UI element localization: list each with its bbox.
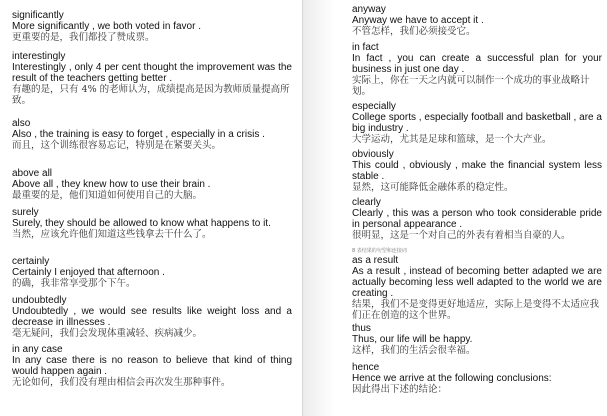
section-note: 8 表结果的句型和连接词 <box>352 248 407 254</box>
entry-keyword: above all <box>12 168 53 179</box>
entry-keyword: especially <box>352 101 396 112</box>
entry-chinese: 不管怎样，我们必须接受它。 <box>352 26 476 37</box>
entry-certainly <box>12 256 292 289</box>
entry-chinese: 大学运动，尤其是足球和篮球，是一个大产业。 <box>352 134 552 145</box>
entry-english: Surely, they should be allowed to know what happens to it. <box>12 218 271 229</box>
entry-chinese: 因此得出下述的结论： <box>352 384 448 395</box>
entry-chinese: 的确，我非常享受那个下午。 <box>12 278 136 289</box>
entry-keyword: also <box>12 118 31 129</box>
entry-keyword: clearly <box>352 197 381 208</box>
entry-english: College sports , especially football and basketball , are a big industry . <box>352 112 605 134</box>
entry-significantly <box>12 10 292 43</box>
entry-english: In fact , you can create a successful plan for your business in just one day . <box>352 53 605 75</box>
entry-chinese: 有趣的是，只有 4% 的老师认为，成绩提高是因为教师质量提高所致。 <box>12 84 290 106</box>
entry-chinese: 更重要的是，我们都投了赞成票。 <box>12 32 155 43</box>
entry-english: This could , obviously , make the financial system less stable . <box>352 160 605 182</box>
entry-english: Undoubtedly , we would see results like weight loss and a decrease in illnesses . <box>12 306 295 328</box>
entry-in-any-case <box>12 344 295 388</box>
entry-thus <box>352 323 602 356</box>
entry-clearly <box>352 197 605 241</box>
entry-english: Clearly , this was a person who took considerable pride in personal appearance . <box>352 208 605 230</box>
entry-chinese: 显然，这可能降低金融体系的稳定性。 <box>352 182 514 193</box>
entry-keyword: interestingly <box>12 51 66 62</box>
entry-interestingly <box>12 51 295 106</box>
entry-keyword: certainly <box>12 256 50 267</box>
entry-english: Certainly I enjoyed that afternoon . <box>12 267 165 278</box>
entry-anyway <box>352 4 602 37</box>
entry-english: Above all , they knew how to use their brain . <box>12 179 211 190</box>
entry-chinese: 最重要的是，他们知道如何使用自己的大脑。 <box>12 190 203 201</box>
entry-chinese: 而且，这个训练很容易忘记，特别是在紧要关头。 <box>12 140 222 151</box>
entry-english: Thus, our life will be happy. <box>352 334 473 345</box>
entry-keyword: significantly <box>12 10 64 21</box>
entry-chinese: 毫无疑问，我们会发现体重减轻、疾病减少。 <box>12 328 203 339</box>
entry-also <box>12 118 292 151</box>
entry-especially <box>352 101 605 145</box>
entry-undoubtedly <box>12 295 295 339</box>
entry-keyword: hence <box>352 362 380 373</box>
entry-keyword: anyway <box>352 4 386 15</box>
entry-english: In any case there is no reason to believe that kind of thing would happen again . <box>12 355 295 377</box>
entry-english: More significantly , we both voted in favor . <box>12 21 201 32</box>
entry-chinese: 无论如何，我们没有理由相信会再次发生那种事件。 <box>12 377 231 388</box>
entry-as-a-result <box>352 255 605 321</box>
entry-chinese: 这样，我们的生活会很幸福。 <box>352 345 476 356</box>
entry-keyword: obviously <box>352 149 394 160</box>
entry-chinese: 很明显，这是一个对自己的外表有着相当自豪的人。 <box>352 230 571 241</box>
entry-keyword: in fact <box>352 42 379 53</box>
entry-english: Interestingly , only 4 per cent thought the improvement was the result of the teachers getting better . <box>12 62 295 84</box>
entry-keyword: undoubtedly <box>12 295 67 306</box>
right-page <box>352 0 605 416</box>
entry-in-fact <box>352 42 605 97</box>
entry-english: As a result , instead of becoming better adapted we are actually becoming less well adapted to the world we are creating . <box>352 266 605 299</box>
entry-keyword: surely <box>12 207 39 218</box>
entry-english: Hence we arrive at the following conclusions: <box>352 373 552 384</box>
entry-hence <box>352 362 602 395</box>
entry-keyword: as a result <box>352 255 399 266</box>
entry-chinese: 当然，应该允许他们知道这些钱拿去干什么了。 <box>12 229 212 240</box>
entry-english: Anyway we have to accept it . <box>352 15 484 26</box>
entry-chinese: 结果，我们不是变得更好地适应，实际上是变得不太适应我们正在创造的这个世界。 <box>352 299 600 321</box>
page-fold-shadow <box>303 0 349 416</box>
entry-keyword: thus <box>352 323 371 334</box>
entry-obviously <box>352 149 605 193</box>
entry-surely <box>12 207 292 240</box>
entry-above-all <box>12 168 292 201</box>
entry-chinese: 实际上，你在一天之内就可以制作一个成功的事业战略计划。 <box>352 75 590 97</box>
left-page <box>12 0 295 416</box>
entry-english: Also , the training is easy to forget , especially in a crisis . <box>12 129 265 140</box>
entry-keyword: in any case <box>12 344 63 355</box>
